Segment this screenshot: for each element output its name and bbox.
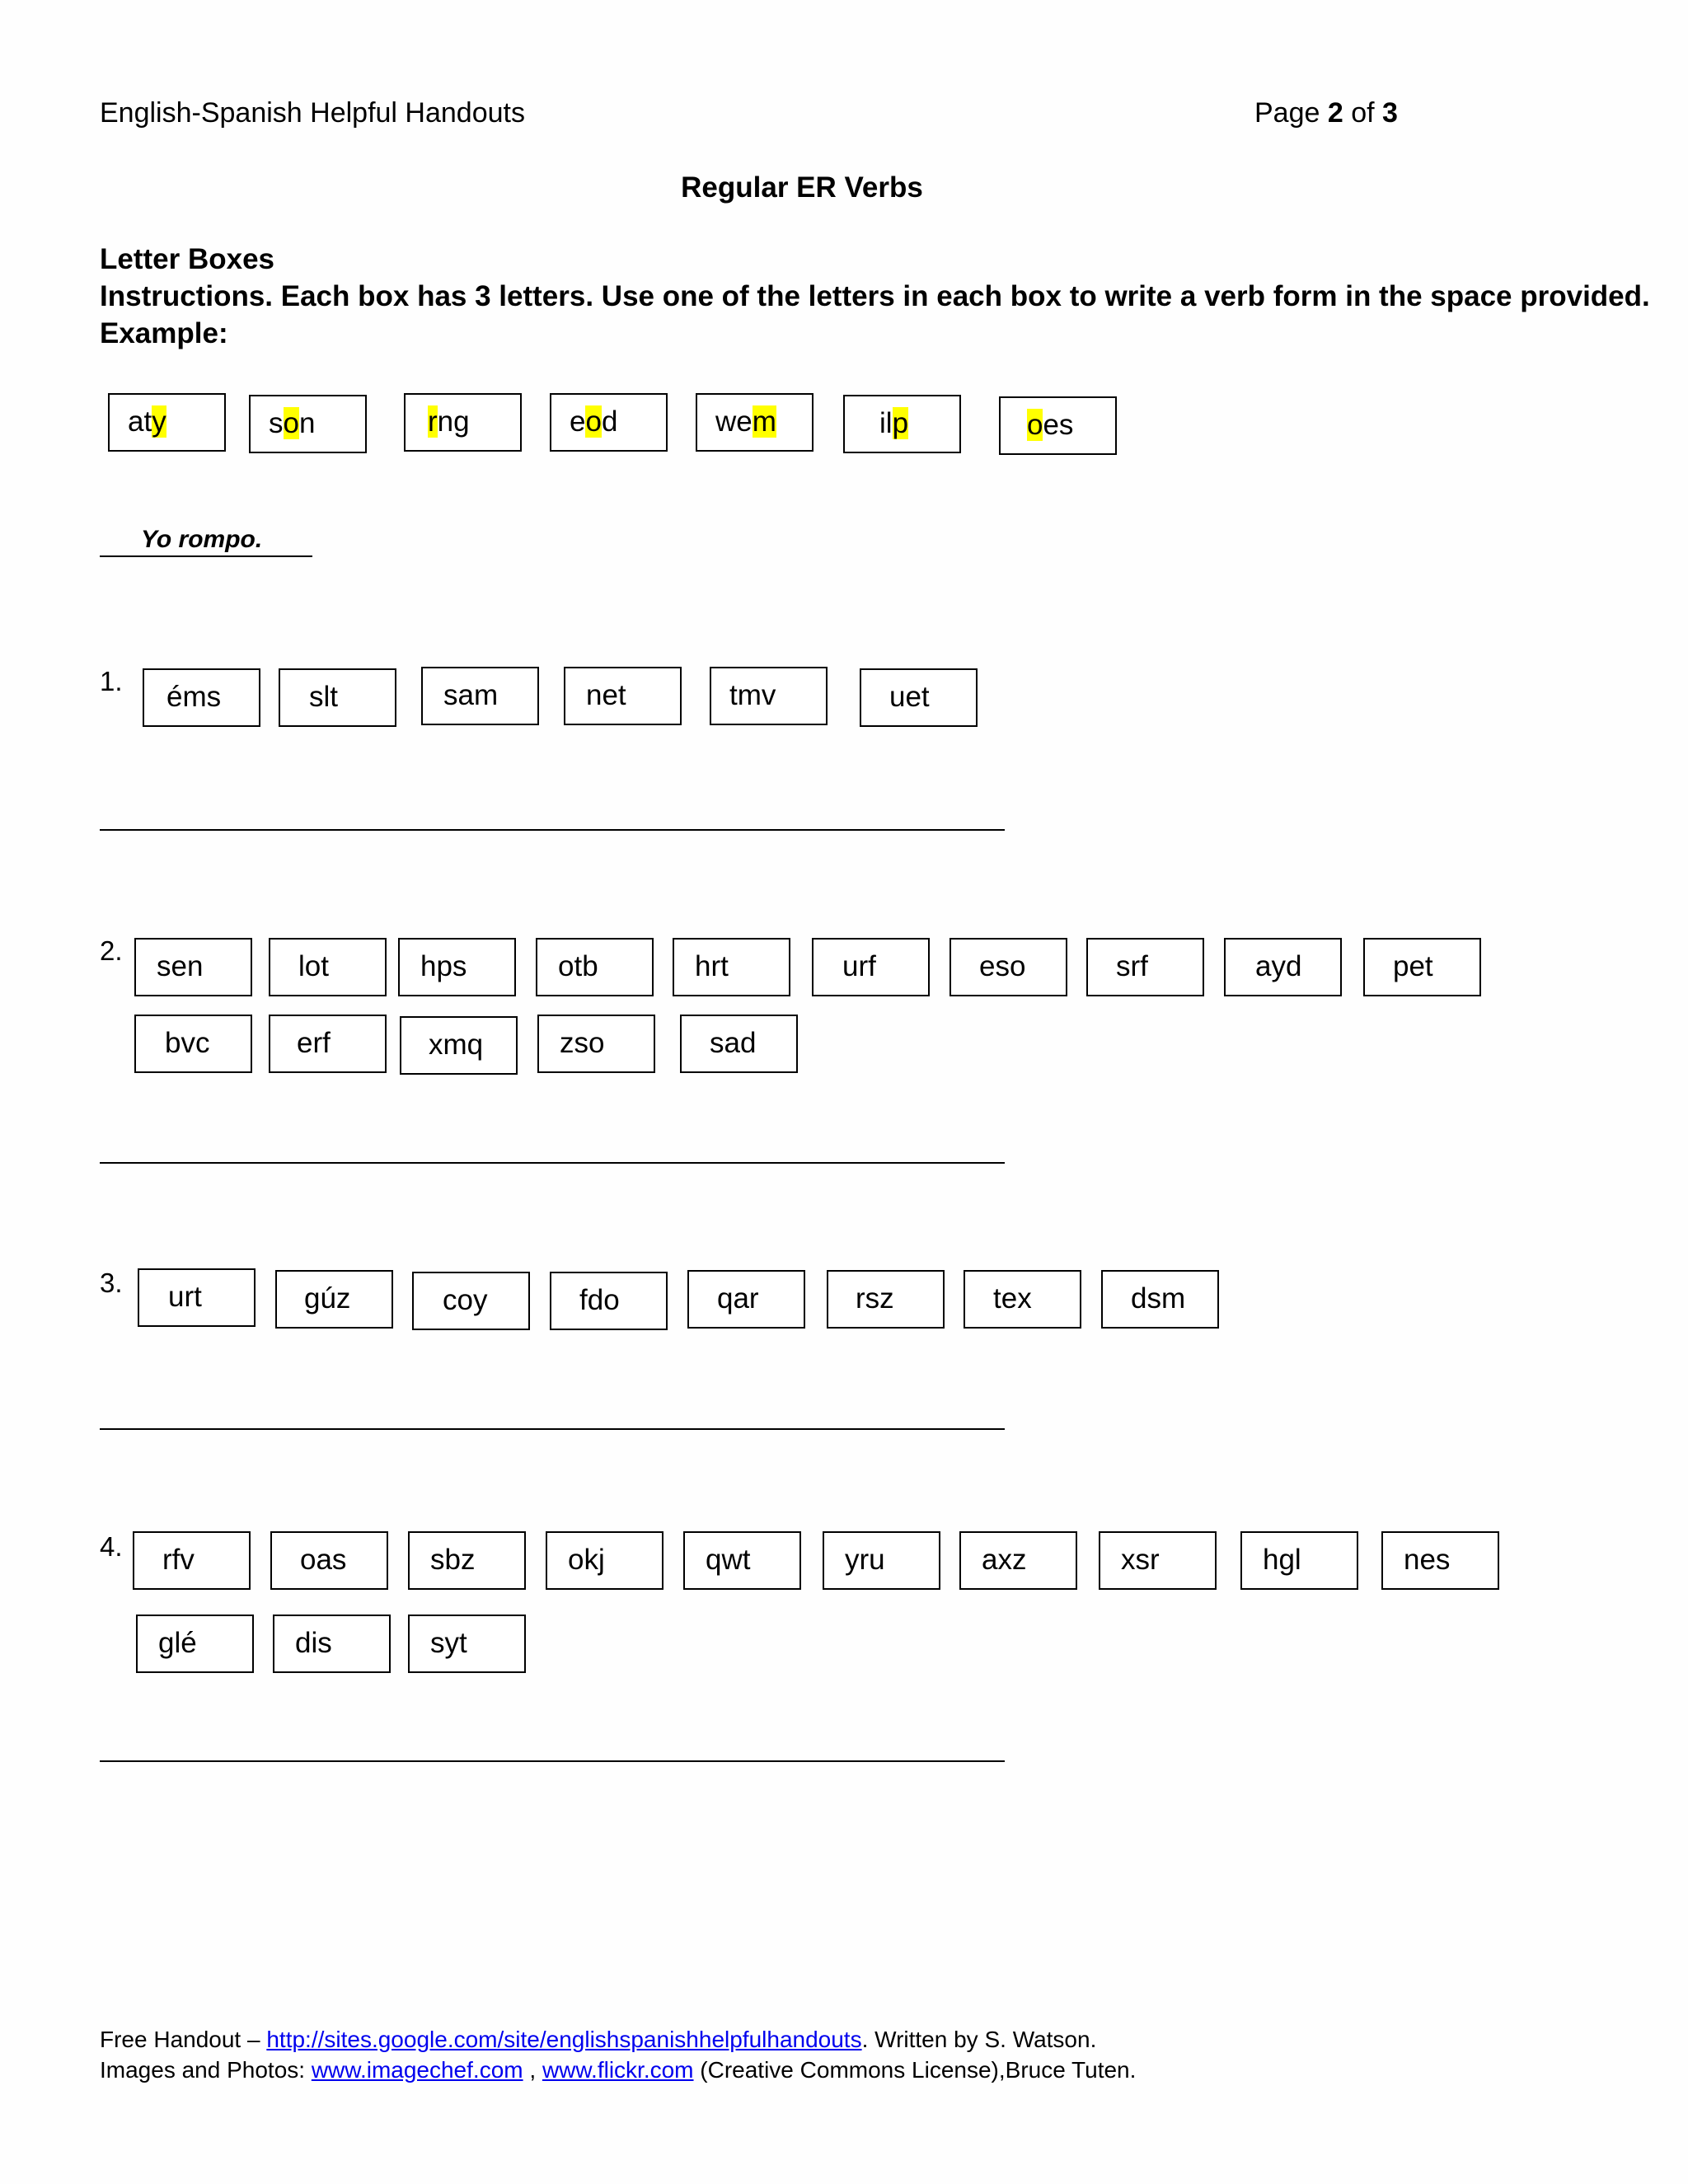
letter-box: glé [136, 1615, 254, 1673]
letter-box: otb [536, 938, 654, 996]
example-box: ilp [843, 395, 961, 453]
letter-box: yru [823, 1531, 940, 1590]
instructions: Instructions. Each box has 3 letters. Use one of the letters in each box to write a verb form in the space provided. [100, 280, 1650, 312]
letter-box: slt [279, 668, 396, 727]
highlighted-letter: o [283, 407, 299, 439]
letter-box: ayd [1224, 938, 1342, 996]
answer-line [100, 1162, 1005, 1164]
example-box: rng [404, 393, 522, 452]
page-prefix: Page [1254, 97, 1328, 129]
highlighted-letter: o [1027, 409, 1043, 441]
question-number: 2. [100, 935, 123, 966]
letter-box: zso [537, 1015, 655, 1073]
page-of: of [1343, 97, 1383, 129]
letter-box: uet [860, 668, 978, 727]
question-number: 4. [100, 1531, 123, 1562]
letter-box: erf [269, 1015, 387, 1073]
letter-box: oas [270, 1531, 388, 1590]
example-answer: Yo rompo. [100, 526, 312, 557]
highlighted-letter: m [752, 405, 776, 438]
letter-box: tex [964, 1270, 1081, 1329]
footer-line-2: Images and Photos: www.imagechef.com , www.flickr.com (Creative Commons License),Bruce Tuten. [100, 2057, 1137, 2083]
page-title: Regular ER Verbs [681, 171, 923, 204]
letter-box: urf [812, 938, 930, 996]
example-box: son [249, 395, 367, 453]
footer-line-1: Free Handout – http://sites.google.com/site/englishspanishhelpfulhandouts. Written by S. Watson. [100, 2027, 1097, 2052]
answer-line [100, 1428, 1005, 1430]
letter-box: axz [959, 1531, 1077, 1590]
letter-box: tmv [710, 667, 828, 725]
letter-box: urt [138, 1268, 256, 1327]
section-title: Letter Boxes [100, 243, 275, 275]
answer-line [100, 1760, 1005, 1762]
highlighted-letter: p [892, 407, 909, 439]
handouts-link[interactable]: http://sites.google.com/site/englishspanishhelpfulhandouts [266, 2027, 862, 2052]
imagechef-link[interactable]: www.imagechef.com [311, 2057, 523, 2083]
letter-box: sen [134, 938, 252, 996]
letter-box: fdo [550, 1272, 668, 1330]
letter-box: net [564, 667, 682, 725]
letter-box: coy [412, 1272, 530, 1330]
letter-box: rsz [827, 1270, 945, 1329]
highlighted-letter: r [428, 405, 438, 438]
example-box: oes [999, 396, 1117, 455]
letter-box: gúz [275, 1270, 393, 1329]
example-label: Example: [100, 317, 228, 349]
letter-box: srf [1086, 938, 1204, 996]
letter-box: nes [1381, 1531, 1499, 1590]
letter-box: éms [143, 668, 260, 727]
flickr-link[interactable]: www.flickr.com [542, 2057, 694, 2083]
question-number: 3. [100, 1268, 123, 1298]
letter-box: qar [687, 1270, 805, 1329]
letter-box: rfv [133, 1531, 251, 1590]
highlighted-letter: o [585, 405, 602, 438]
question-number: 1. [100, 666, 123, 696]
example-box: eod [550, 393, 668, 452]
letter-box: pet [1363, 938, 1481, 996]
letter-box: qwt [683, 1531, 801, 1590]
page-current: 2 [1327, 97, 1343, 129]
letter-box: hgl [1240, 1531, 1358, 1590]
letter-box: sbz [408, 1531, 526, 1590]
letter-box: hps [398, 938, 516, 996]
letter-box: xsr [1099, 1531, 1217, 1590]
page-number [1254, 97, 1398, 129]
letter-box: hrt [673, 938, 790, 996]
example-box: wem [696, 393, 814, 452]
letter-box: syt [408, 1615, 526, 1673]
letter-box: dis [273, 1615, 391, 1673]
highlighted-letter: y [152, 405, 166, 438]
letter-box: eso [950, 938, 1067, 996]
letter-box: dsm [1101, 1270, 1219, 1329]
letter-box: sam [421, 667, 539, 725]
letter-box: bvc [134, 1015, 252, 1073]
letter-box: xmq [400, 1016, 518, 1075]
header-title: English-Spanish Helpful Handouts [100, 97, 525, 129]
example-box: aty [108, 393, 226, 452]
letter-box: lot [269, 938, 387, 996]
letter-box: okj [546, 1531, 663, 1590]
letter-box: sad [680, 1015, 798, 1073]
answer-line [100, 829, 1005, 831]
page-total: 3 [1382, 97, 1398, 129]
